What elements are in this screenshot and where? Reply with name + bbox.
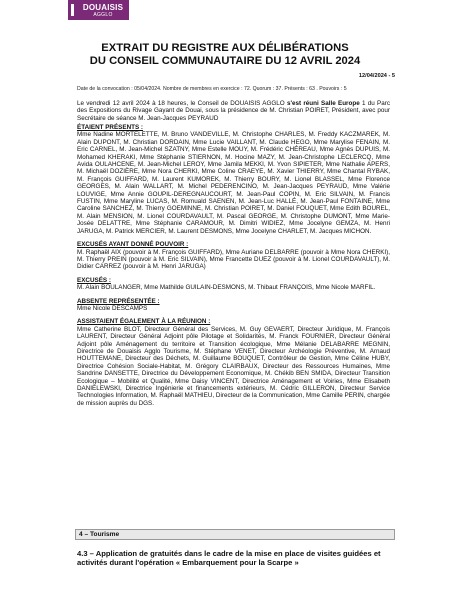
intro-post: 1 du Parc des Expositions du Rivage Gayant de Douai, sous la présidence de M. Christian POIRET, Président, avec pour Secrétaire de séance M. Jean-Jacques PEYRAUD bbox=[77, 100, 391, 122]
deliberation-subtitle: 4.3 – Application de gratuités dans le cadre de la mise en place de visites guidées et activités durant l'opération « Embarquement pour la Scarpe » bbox=[77, 549, 381, 567]
intro-pre: Le vendredi 12 avril 2024 à 18 heures, le Conseil de DOUAISIS AGGLO bbox=[77, 100, 285, 107]
presents-list: Mme Nadine MORTELETTE, M. Bruno VANDEVILLE, M. Christophe CHARLES, M. Freddy KACZMAREK, M. Alain DUPONT, M. Christian DORDAIN, Mme Lucie VAILLANT, M. Claude HEGO, Mme Marylise FENAIN, M. Eric CARNEL, M. Jean-Michel SZATNY, Mme Estelle MOUY, M. Frédéric CHÉREAU, Mme Agnès DUPUIS, M. Mohamed KHERAKI, Mme Stéphanie STIERNON, M. Hocine MAZY, M. Jean-Christophe LECLERCQ, Mme Avida OULAHCENE, M. Jean-Michel LEROY, Mme Jamila MEKKI, M. Yvon SIPIETER, Mme Nathalie APERS, M. Michaël DOZIÈRE, Mme Nora CHERKI, Mme Coline CRAEYE, M. Xavier THIERRY, Mme Chantal RYBAK, M. François GUIFFARD, M. Laurent KUMOREK, M. Thierry BOURY, M. Lionel BLASSEL, Mme Florence GEORGES, M. Alain WALLART, M. Michel PEDERENCINO, M. Jean-Jacques PEYRAUD, Mme Valérie LOUVIGE, Mme Annie GOUPIL-DEREGNAUCOURT, M. Jean-Paul COPIN, M. Eric SILVAIN, M. Francis FUSTIN, Mme Maryline LUCAS, M. Romuald SAENEN, M. Jean-Luc HALLÉ, M. Jean-Paul FONTAINE, Mme Caroline SANCHEZ, M. Thierry GOEMINNE, M. Christian POIRET, M. Daniel FOUQUET, Mme Edith BOUREL, M. Alain MENSION, M. Lionel COURDAVAULT, M. Pascal GEORGE, M. Christophe DUMONT, Mme Marie-Josée DELATTRE, Mme Stéphanie CARAMOUR, M. Dimitri WIDIEZ, Mme Jocelyne GEMZA, M. Henri JARUGA, M. Patrick MERCIER, M. Laurent DESMONS, Mme Jocelyne CHARLET, M. Jacques MICHON. bbox=[77, 131, 390, 235]
pouvoirs-list: M. Raphaël AIX (pouvoir à M. François GUIFFARD), Mme Auriane DELBARRE (pouvoir à Mme Nora CHERKI), M. Thierry PREIN (pouvoir à M. Eric SILVAIN), Mme Francette DUEZ (pouvoir à M. Lionel COURDAVAULT), M. Didier CARREZ (pouvoir à M. Henri JARUGA) bbox=[77, 248, 390, 271]
assistaient-list: Mme Catherine BLOT, Directeur Général des Services, M. Guy GEVAERT, Directeur Juridique, M. François LAURENT, Directeur Général Adjoint pôle Pilotage et Solidarités, M. Franck FOURNIER, Directeur Général Adjoint pôle Aménagement du territoire et Transition écologique, Mme Mélanie DELABARRE MEGNIN, Directrice de Douaisis Agglo Tourisme, M. Stéphane VENET, Directeur Archéologie Préventive, M. Arnaud HOUTTEMANE, Directeur des Déchets, M. Guillaume BOUQUET, Contrôleur de Gestion, Mme Céline HUBY, Directrice Cohésion Sociale-Habitat, M. Grégory CLAIRBAUX, Directeur des Ressources Humaines, Mme Sandrine DANSETTE, Directrice du Développement Economique, M. Chékib BEN SMIDA, Directeur Transition Ecologique – Mobilité et Qualité, Mme Daisy VINCENT, Directrice Aménagement et Voiries, Mme Elisabeth DANIELEWSKI, Directrice Ingénierie et financements extérieurs, M. Cédric GILLERON, Directeur Service Technologies Information, M. Raphaël MATHIEU, Directeur de la Communication, Mme Camille PERIN, chargée de mission auprès du DGS. bbox=[77, 325, 390, 407]
logo bbox=[77, 0, 129, 20]
excuses-list: M. Alain BOULANGER, Mme Mathilde GUILAIN-DESMONS, M. Thibaut FRANÇOIS, Mme Nicole MARFIL. bbox=[77, 284, 376, 292]
logo-mark-icon bbox=[68, 0, 77, 20]
deliberation-reference: 12/04/2024 - 5 bbox=[358, 73, 395, 79]
convocation-meta: Date de la convocation : 05/04/2024. Nombre de membres en exercice : 72. Quorum : 37. Présents : 63 . Pouvoirs : 5 bbox=[77, 86, 347, 92]
intro-paragraph bbox=[77, 100, 390, 122]
logo-name: DOUAISIS bbox=[82, 2, 124, 12]
assistaient-heading: ASSISTAIENT ÉGALEMENT À LA RÉUNION : bbox=[77, 318, 211, 326]
absente-list: Mme Nicole DESCAMPS bbox=[77, 304, 148, 312]
document-title-line2: DU CONSEIL COMMUNAUTAIRE DU 12 AVRIL 2024 bbox=[89, 55, 361, 67]
logo-sub: AGGLO bbox=[93, 11, 113, 18]
pouvoirs-heading: EXCUSÉS AYANT DONNÉ POUVOIR : bbox=[77, 241, 189, 249]
absente-heading: ABSENTE REPRÉSENTÉE : bbox=[77, 297, 160, 305]
excuses-heading: EXCUSÉS : bbox=[77, 276, 111, 284]
attendance-sections bbox=[77, 124, 390, 407]
intro-bold: s'est réuni Salle Europe bbox=[284, 100, 360, 107]
presents-heading: ÉTAIENT PRÉSENTS : bbox=[77, 124, 144, 131]
section-bar: 4 – Tourisme bbox=[75, 529, 395, 540]
document-title-line1: EXTRAIT DU REGISTRE AUX DÉLIBÉRATIONS bbox=[101, 42, 349, 54]
